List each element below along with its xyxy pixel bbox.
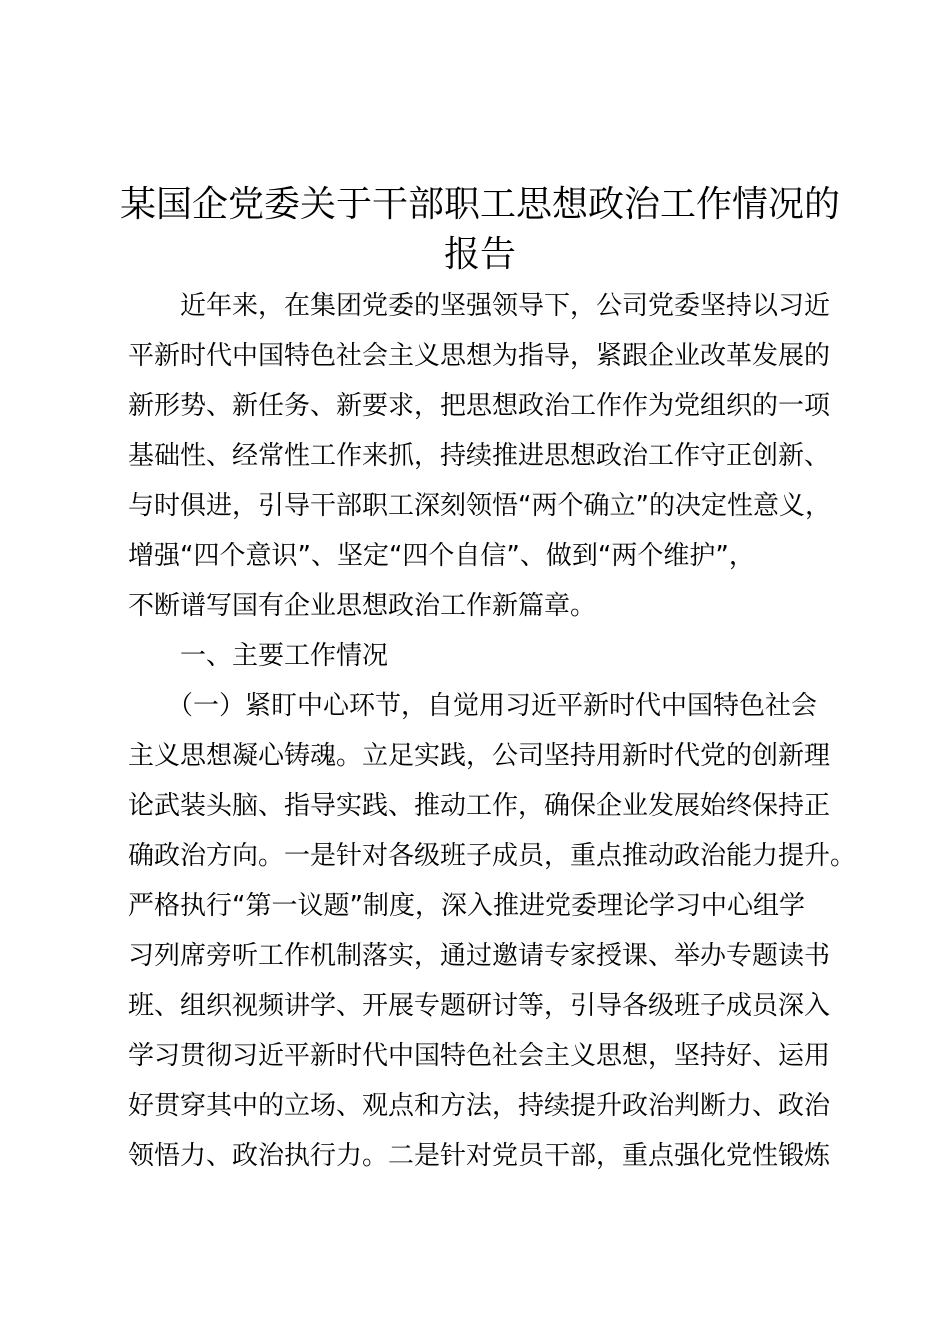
body-line: 增强“四个意识”、坚定“四个自信”、做到“两个维护”， — [128, 541, 755, 571]
body-line: 不断谱写国有企业思想政治工作新篇章。 — [128, 591, 597, 621]
document-title-line-1: 某国企党委关于干部职工思想政治工作情况的 — [119, 184, 840, 225]
section-heading: 一、主要工作情况 — [128, 641, 389, 671]
body-line: （一）紧盯中心环节，自觉用习近平新时代中国特色社会 — [128, 691, 818, 721]
body-line: 主义思想凝心铸魂。立足实践，公司坚持用新时代党的创新理 — [128, 741, 831, 771]
body-line: 近年来，在集团党委的坚强领导下，公司党委坚持以习近 — [128, 291, 831, 321]
body-line: 学习贯彻习近平新时代中国特色社会主义思想，坚持好、运用 — [128, 1041, 831, 1071]
body-line: 好贯穿其中的立场、观点和方法，持续提升政治判断力、政治 — [128, 1091, 831, 1121]
body-line: 班、组织视频讲学、开展专题研讨等，引导各级班子成员深入 — [128, 991, 831, 1021]
body-line: 基础性、经常性工作来抓，持续推进思想政治工作守正创新、 — [128, 441, 831, 471]
body-line: 确政治方向。一是针对各级班子成员，重点推动政治能力提升。 — [128, 841, 857, 871]
body-line: 习列席旁听工作机制落实，通过邀请专家授课、举办专题读书 — [128, 941, 831, 971]
body-line: 领悟力、政治执行力。二是针对党员干部，重点强化党性锻炼 — [128, 1141, 831, 1171]
body-line: 严格执行“第一议题”制度，深入推进党委理论学习中心组学 — [128, 891, 805, 921]
body-line: 论武装头脑、指导实践、推动工作，确保企业发展始终保持正 — [128, 791, 831, 821]
body-line: 新形势、新任务、新要求，把思想政治工作作为党组织的一项 — [128, 391, 831, 421]
body-line: 平新时代中国特色社会主义思想为指导，紧跟企业改革发展的 — [128, 341, 831, 371]
body-line: 与时俱进，引导干部职工深刻领悟“两个确立”的决定性意义， — [128, 491, 831, 521]
document-title-line-2: 报告 — [443, 234, 516, 275]
